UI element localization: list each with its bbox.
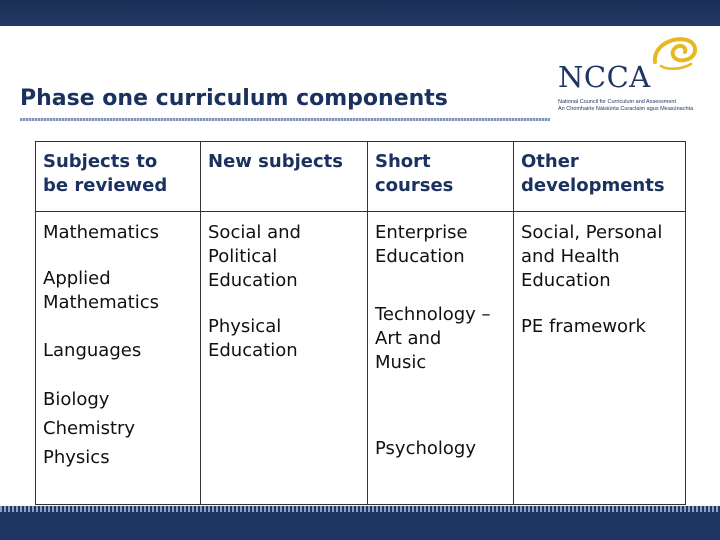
header-other-developments: Other developments [514,142,686,212]
title-underline [20,118,550,121]
list-item: Social, Personal and Health Education [521,222,663,291]
logo-swirl-icon [647,32,701,74]
header-new-subjects: New subjects [201,142,368,212]
curriculum-table [35,141,686,505]
list-item: Physical Education [208,316,298,361]
list-item: Enterprise Education [375,222,468,267]
list-item: Mathematics [43,222,159,243]
list-item: Applied Mathematics [43,268,159,313]
slide-title: Phase one curriculum components [20,86,448,111]
cell-short-courses [368,212,514,505]
cell-other-developments [514,212,686,505]
list-item: Psychology [375,438,476,459]
footer-bar [0,512,720,540]
header-subjects-reviewed: Subjects to be reviewed [36,142,201,212]
table-row [36,212,686,505]
logo-subtitle-english: National Council for Curriculum and Assessment [558,99,676,105]
list-item: Technology – Art and Music [375,304,491,373]
list-item: Biology Chemistry Physics [43,389,136,468]
list-item: PE framework [521,316,646,337]
logo-subtitle-irish: An Chomhairle Náisiúnta Curaclaim agus Measúnachta [558,106,694,112]
cell-new-subjects [201,212,368,505]
logo-wordmark: NCCA [558,60,651,94]
top-banner-bar [0,0,720,26]
list-item: Languages [43,340,142,361]
list-item: Social and Political Education [208,222,301,291]
header-short-courses: Short courses [368,142,514,212]
table-header-row [36,142,686,212]
ncca-logo [555,32,705,116]
cell-subjects-reviewed [36,212,201,505]
